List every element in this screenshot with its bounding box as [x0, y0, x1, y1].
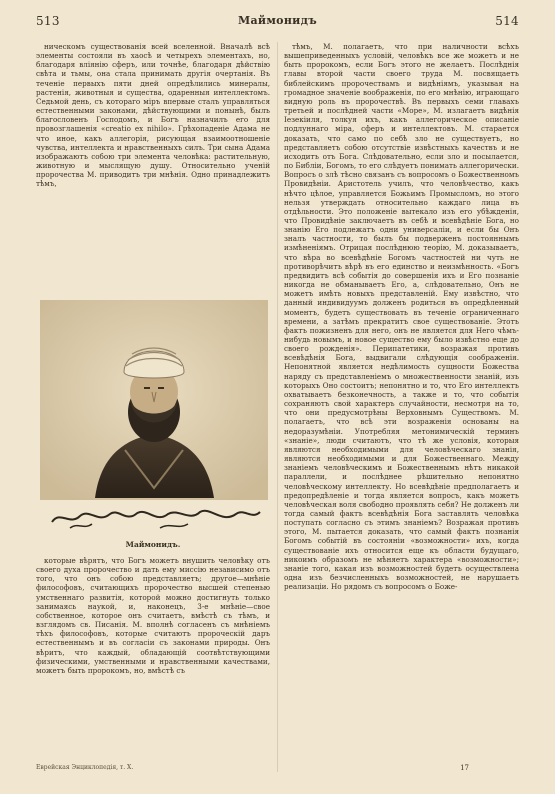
column-divider — [277, 42, 278, 772]
page-header — [36, 14, 519, 34]
portrait-caption: Маймонидъ. — [125, 540, 181, 549]
left-column-bottom-text — [36, 556, 270, 788]
portrait-engraving — [40, 300, 268, 500]
left-column-top-text — [36, 42, 270, 312]
right-paragraph: тѣмъ, М. полагаетъ, что при наличности всѣхъ вышеприведенныхъ условій, человѣкъ все же можетъ и не быть пророкомъ, если Богъ этого не желаетъ. Послѣднія главы второй части своего труда М. посвящаетъ библейскимъ пророчествамъ и видѣніямъ, указывая на громадное значеніе воображенія, по его мнѣнію, играющаго видную роль въ пророчествѣ. Въ первыхъ семи главахъ третьей и послѣдней части «Море», М. излагаетъ видѣнія Іезекіиля, толкуя ихъ, какъ аллегорическое описаніе подлуннаго міра, сферъ и интеллектовъ. М. старается доказать, что само по себѣ зло не существуетъ, но представляетъ собою отсутствіе извѣстныхъ качествъ и не исходитъ отъ Бога. Слѣдовательно, если зло и посылается, по Библіи, Богомъ, то его слѣдуетъ понимать аллегорически. Вопросъ о злѣ тѣсно связанъ съ вопросомъ о Божественномъ Провидѣніи. Аристотель училъ, что человѣчество, какъ нѣчто цѣлое, управляется Божьимъ Промысломъ, но этого нельзя утверждать относительно каждаго лица въ отдѣльности. Это положеніе вытекало изъ его убѣжденія, что Провидѣніе заключаетъ въ себѣ и всевѣдѣніе Бога, но знанію Его подлежатъ одни универсаліи, и если бы Онъ зналъ частности, то былъ бы подверженъ постояннымъ измѣненіямъ. Отрицая послѣднюю теорію, М. доказываетъ, что вѣра во всевѣдѣніе Богомъ частностей ни чуть не противорѣчитъ вѣрѣ въ его единство и неизмѣнность. «Богъ предвидитъ всѣ событія до совершенія ихъ и Его познаніе никогда не обманываетъ Его, а, слѣдовательно, Онъ не можетъ имѣть новыхъ представленій. Ему извѣстно, что данный индивидуумъ долженъ родиться въ опредѣленный моментъ, будетъ существовать въ теченіе ограниченнаго времени, а затѣмъ прекратитъ свое существованіе. Этотъ фактъ пожизненъ для него, онъ не является для Него чѣмъ-нибудь новымъ, и новое существо ему было извѣстно еще до своего рожденія». Перипатетики, возражая противъ всевѣдѣнія Бога, выдвигали слѣдующія соображенія. Непонятной является недѣлимость сущности Божества наряду съ представленіемъ о множественности знаній, изъ которыхъ Оно состоитъ; непонятно и то, что Его интеллектъ охватываетъ безконечность, а также и то, что событія сохраняютъ свой характеръ случайности, несмотря на то, что они предусмотрѣны Верховнымъ Существомъ. М. полагаетъ, что всѣ эти возраженія основаны на недоразумѣніи. Употребляя метонимическій терминъ «знаніе», люди считаютъ, что тѣ же условія, которыя являются необходимыми для человѣческаго знанія, являются необходимыми и для Божественнаго. Между знаніемъ человѣческимъ и Божественнымъ нѣтъ никакой параллели, и послѣднее рѣшительно непонятно человѣческому интеллекту. Но всевѣдѣніе предполагаетъ и предопредѣленіе и тогда является вопросъ, какъ можетъ человѣческая воля свободно проявлять себя? Не долженъ ли тогда самый фактъ всевѣдѣнія Бога заставлять человѣка поступать согласно съ этимъ знаніемъ? Возражая противъ этого, М. пытается доказать, что самый фактъ познанія Богомъ событій въ состояніи «возможности» ихъ, когда существованіе ихъ относится еще къ области будущаго, никоимъ образомъ не мѣняетъ характера «возможности»; знаніе того, какая изъ возможностей будетъ осуществлена одна изъ безчисленныхъ возможностей, не нарушаетъ реализаціи. Но рядомъ съ вопросомъ о Боже- — [284, 42, 519, 592]
source-footnote: Еврейская Энциклопедія, т. X. — [36, 764, 134, 771]
page-number-left: 513 — [36, 14, 60, 28]
left-top-paragraph: ническомъ существованія всей вселенной. Вначалѣ всѣ элементы состояли въ хаосѣ и четырехъ элементахъ, но, благодаря вліянію сферъ, или точнѣе, благодаря дѣйствію свѣта и тьмы, она стала принимать другія очертанія. Въ теченіе первыхъ пяти дней опредѣлились минералы, растенія, животныя и существа, одаренныя интеллектомъ. Седьмой день, съ котораго міръ впервые сталъ управляться естественными законами, дѣйствующими и понынѣ, былъ благословенъ Господомъ, и Богъ назначилъ его для провозглашенія «creatio ex nihilo». Грѣхопаденіе Адама не что иное, какъ аллегорія, рисующая взаимоотношеніе чувства, интеллекта и нравственныхъ силъ. Три сына Адама изображаютъ собою три элемента человѣка: растительную, животную и мыслящую душу. Относительно ученій пророчества М. приводитъ три мнѣнія. Одно принадлежитъ тѣмъ, — [36, 42, 270, 189]
portrait-image — [40, 300, 268, 500]
signature-image — [40, 500, 268, 535]
hebrew-signature — [40, 500, 268, 535]
left-bottom-paragraph: которые вѣрятъ, что Богъ можетъ внушить человѣку отъ своего духа пророчество и дать ему миссію независимо отъ того, что онъ собою представляетъ; другое—мнѣніе философовъ, считающихъ пророчество высшей степенью умственнаго развитія, которой можно достигнуть только занимаясь наукой, и, наконецъ, 3-е мнѣніе—свое собственное, которое онъ считаетъ, вмѣстѣ съ тѣмъ, и взглядомъ св. Писанія. М. вполнѣ согласенъ съ мнѣніемъ тѣхъ философовъ, которые считаютъ пророческій даръ естественнымъ и въ согласіи съ законами природы. Онъ вѣритъ, что каждый, обладающій соотвѣтствующими физическими, умственными и нравственными качествами, можетъ быть пророкомъ, но, вмѣстѣ съ — [36, 556, 270, 675]
page-number-right: 514 — [495, 14, 519, 28]
right-column-text — [284, 42, 519, 777]
running-title: Маймонидъ — [237, 14, 318, 27]
signature-number: 17 — [460, 764, 469, 772]
